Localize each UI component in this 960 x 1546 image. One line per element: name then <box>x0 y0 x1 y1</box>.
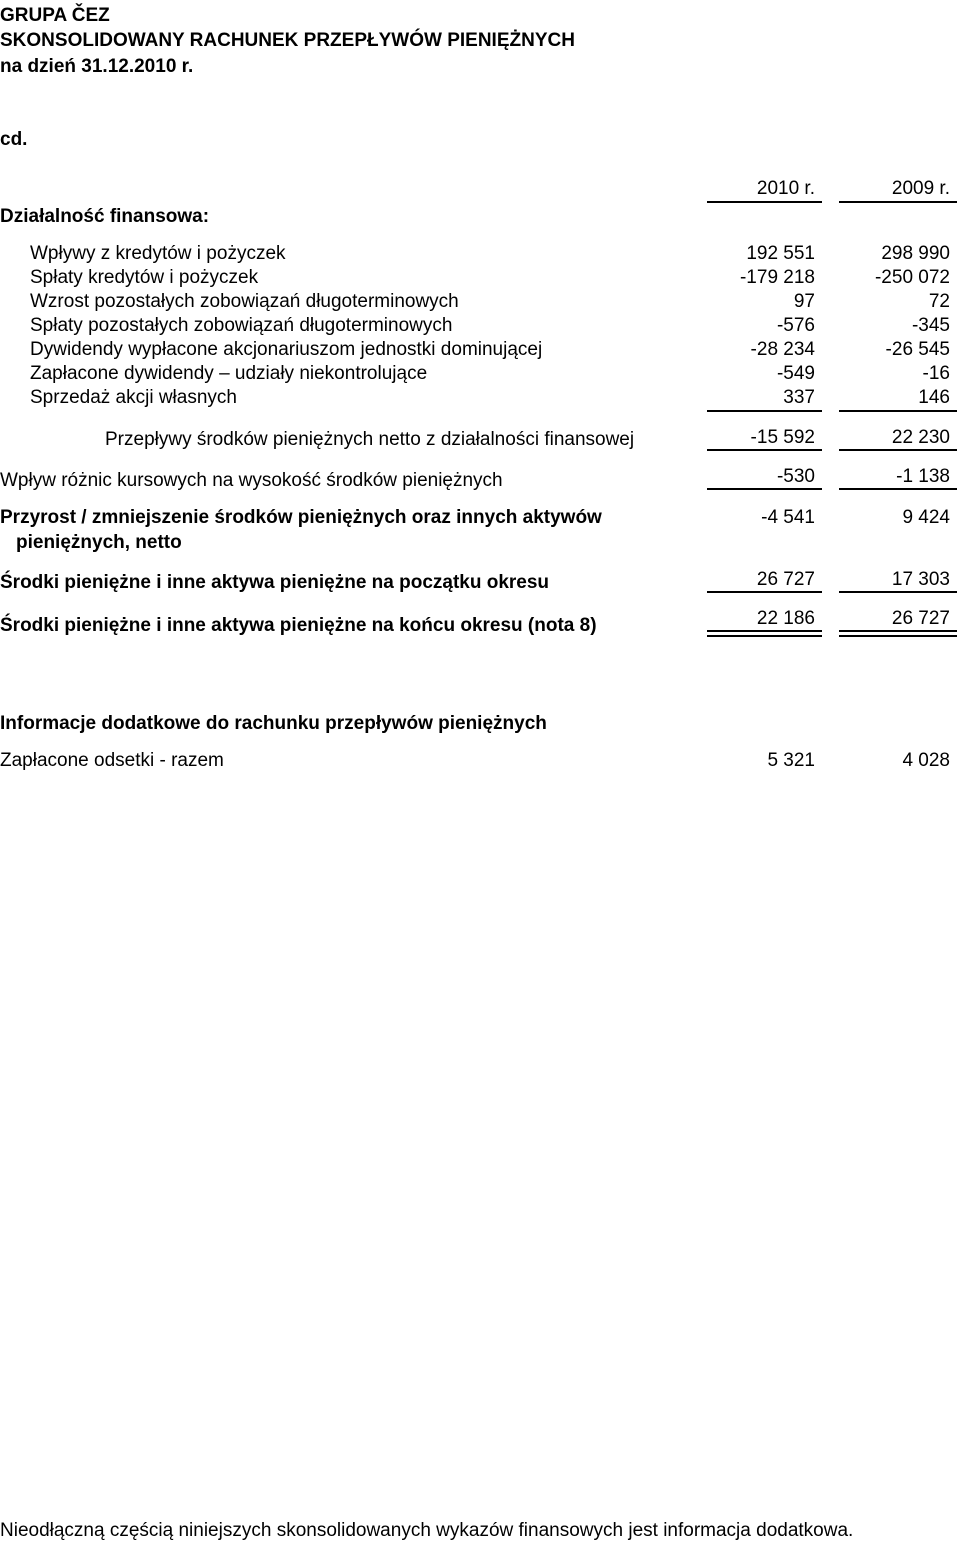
closing-balance-double-rule-2010 <box>707 635 822 637</box>
footer-note: Nieodłączną częścią niniejszych skonsolidowanych wykazów finansowych jest informacja dodatkowa. <box>0 1520 854 1541</box>
row-value-2010: -549 <box>776 363 815 384</box>
fx-effect-2010: -530 <box>776 466 815 487</box>
net-financing-rule-2009 <box>839 449 957 451</box>
row-value-2010: 337 <box>783 387 815 408</box>
row-label: Spłaty pozostałych zobowiązań długoterminowych <box>30 315 453 336</box>
net-financing-label: Przepływy środków pieniężnych netto z działalności finansowej <box>105 429 635 450</box>
subtotal-rule-2009 <box>839 410 957 412</box>
column-header-rule-2009 <box>839 201 957 203</box>
row-value-2009: 146 <box>918 387 950 408</box>
row-value-2009: -345 <box>911 315 950 336</box>
row-label: Dywidendy wypłacone akcjonariuszom jednostki dominującej <box>30 339 543 360</box>
row-value-2009: -16 <box>922 363 950 384</box>
opening-balance-rule-2010 <box>707 591 822 593</box>
closing-balance-rule-2010 <box>707 630 822 632</box>
net-financing-2010: -15 592 <box>750 427 815 448</box>
row-value-2010: 192 551 <box>746 243 815 264</box>
row-value-2009: -26 545 <box>885 339 950 360</box>
fx-effect-2009: -1 138 <box>896 466 950 487</box>
opening-balance-rule-2009 <box>839 591 957 593</box>
column-header-rule-2010 <box>707 201 822 203</box>
continued-marker: cd. <box>0 129 28 150</box>
net-change-2010: -4 541 <box>761 507 815 528</box>
fx-effect-label: Wpływ różnic kursowych na wysokość środków pieniężnych <box>0 470 503 491</box>
section-title: Działalność finansowa: <box>0 206 210 227</box>
row-value-2009: 298 990 <box>881 243 950 264</box>
row-label: Spłaty kredytów i pożyczek <box>30 267 259 288</box>
interest-paid-2009: 4 028 <box>902 750 950 771</box>
interest-paid-label: Zapłacone odsetki - razem <box>0 750 224 771</box>
closing-balance-rule-2009 <box>839 630 957 632</box>
closing-balance-2010: 22 186 <box>756 608 815 629</box>
interest-paid-2010: 5 321 <box>767 750 815 771</box>
net-financing-2009: 22 230 <box>891 427 950 448</box>
opening-balance-label: Środki pieniężne i inne aktywa pieniężne na początku okresu <box>0 572 550 593</box>
row-label: Wpływy z kredytów i pożyczek <box>30 243 286 264</box>
closing-balance-double-rule-2009 <box>839 635 957 637</box>
additional-info-title: Informacje dodatkowe do rachunku przepływów pieniężnych <box>0 713 547 734</box>
opening-balance-2010: 26 727 <box>756 569 815 590</box>
company-name: GRUPA ČEZ <box>0 5 110 26</box>
fx-effect-rule-2010 <box>707 488 822 490</box>
row-value-2010: -28 234 <box>750 339 815 360</box>
closing-balance-label: Środki pieniężne i inne aktywa pieniężne na końcu okresu (nota 8) <box>0 615 597 636</box>
row-value-2010: 97 <box>793 291 815 312</box>
opening-balance-2009: 17 303 <box>891 569 950 590</box>
net-change-2009: 9 424 <box>902 507 950 528</box>
row-label: Zapłacone dywidendy – udziały niekontrolujące <box>30 363 428 384</box>
row-value-2010: -576 <box>776 315 815 336</box>
subtotal-rule-2010 <box>707 410 822 412</box>
row-value-2010: -179 218 <box>739 267 815 288</box>
row-label: Wzrost pozostałych zobowiązań długoterminowych <box>30 291 459 312</box>
column-header-2009: 2009 r. <box>891 178 950 199</box>
net-change-label-line1: Przyrost / zmniejszenie środków pieniężnych oraz innych aktywów <box>0 507 602 528</box>
net-financing-rule-2010 <box>707 449 822 451</box>
statement-title: SKONSOLIDOWANY RACHUNEK PRZEPŁYWÓW PIENIĘŻNYCH <box>0 30 575 51</box>
row-value-2009: -250 072 <box>874 267 950 288</box>
closing-balance-2009: 26 727 <box>891 608 950 629</box>
statement-date: na dzień 31.12.2010 r. <box>0 56 194 77</box>
row-value-2009: 72 <box>928 291 950 312</box>
row-label: Sprzedaż akcji własnych <box>30 387 237 408</box>
column-header-2010: 2010 r. <box>756 178 815 199</box>
net-change-label-line2: pieniężnych, netto <box>16 532 182 553</box>
fx-effect-rule-2009 <box>839 488 957 490</box>
